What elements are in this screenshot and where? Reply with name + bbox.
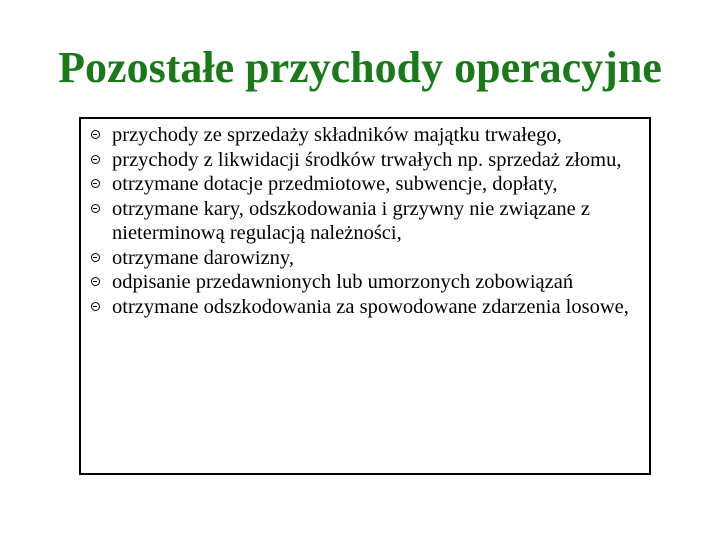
list-item-text: przychody z likwidacji środków trwałych np. sprzedaż złomu, <box>112 148 622 171</box>
list-item <box>91 295 639 320</box>
bullet-icon <box>91 302 100 311</box>
bullet-icon <box>91 204 100 213</box>
list-item-text: przychody ze sprzedaży składników majątku trwałego, <box>112 124 562 146</box>
list-item <box>91 172 639 197</box>
list-item-text: otrzymane dotacje przedmiotowe, subwencje, dopłaty, <box>112 173 558 195</box>
list-item-text: otrzymane darowizny, <box>112 246 294 269</box>
list-item-text: odpisanie przedawnionych lub umorzonych zobowiązań <box>112 271 574 293</box>
bullet-icon <box>91 130 100 139</box>
list-item <box>91 246 639 271</box>
content-box <box>79 117 651 475</box>
list-item <box>91 197 639 246</box>
list-item <box>91 270 639 295</box>
bullet-icon <box>91 277 100 286</box>
bullet-icon <box>91 253 100 262</box>
list-item <box>91 148 639 173</box>
bullet-icon <box>91 155 100 164</box>
slide-title: Pozostałe przychody operacyjne <box>58 43 662 92</box>
bullet-list <box>91 123 639 319</box>
bullet-icon <box>91 179 100 188</box>
list-item-text: otrzymane kary, odszkodowania i grzywny nie związane z nieterminową regulacją należności, <box>112 197 590 244</box>
list-item-text: otrzymane odszkodowania za spowodowane zdarzenia losowe, <box>112 295 629 318</box>
list-item <box>91 123 639 148</box>
